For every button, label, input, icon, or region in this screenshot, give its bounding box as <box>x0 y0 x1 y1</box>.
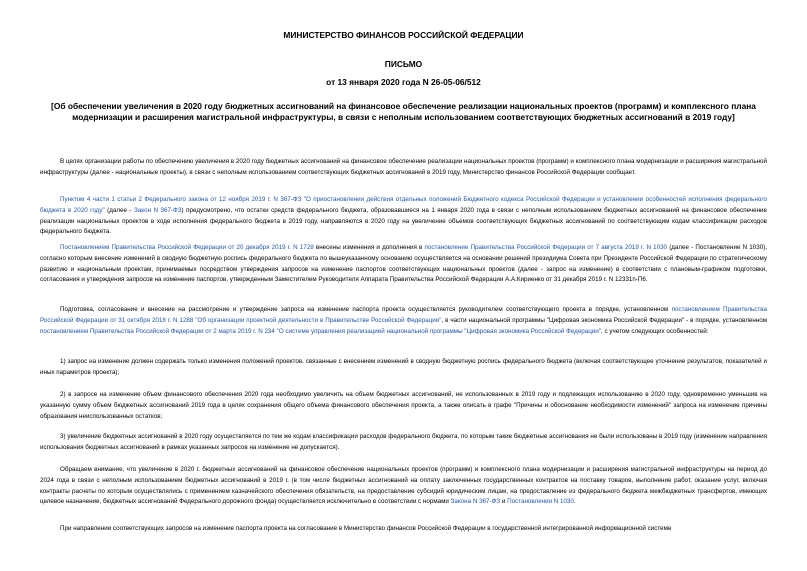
paragraph-law-367: Пунктом 4 части 1 статьи 2 Федерального закона от 12 ноября 2019 г. N 367-ФЗ "О приостановлении действия отдельных положений Бюджетного кодекса Российской Федерации и установлении особенностей исполнения федерального бюджета в 2020 году" (далее - Закон N 367-ФЗ) предусмотрено, что остатки средств федерального бюджета, образовавшиеся на 1 января 2020 года в связи с неполным использованием бюджетных ассигнований на финансовое обеспечение реализации национальных проектов в ходе исполнения федерального бюджета в 2019 году, направляются в 2020 году на увеличение объемов соответствующих бюджетных ассигнований по соответствующим кодам классификации расходов федерального бюджета. <box>40 196 768 236</box>
resolution-1288-link[interactable]: постановлением Правительства Российской Федерации от 31 октября 2018 г. N 1288 "Об организации проектной деятельности в Правительстве Российской Федерации" <box>40 306 767 324</box>
list-item-2: 2) в запросе на изменение объем финансового обеспечения 2020 года необходимо увеличить на объем бюджетных ассигнований, не использованных в 2019 году и подлежащих использованию в 2020 году, одновременно уменьшив на указанную сумму объем бюджетных ассигнований 2019 года в целях сохранения общего объема финансового обеспечения проекта, а также описать в графе "Причины и обоснование необходимости изменений" запроса на изменение причины образования неиспользованных остатков; <box>40 391 767 420</box>
ministry-heading: МИНИСТЕРСТВО ФИНАНСОВ РОССИЙСКОЙ ФЕДЕРАЦИИ <box>283 30 524 40</box>
paragraph-attention: Обращаем внимание, что увеличение в 2020 г. бюджетных ассигнований на финансовое обеспечение национальных проектов (программ) и комплексного плана модернизации и расширения магистральной инфраструктуры на период до 2024 года в связи с неполным использованием бюджетных ассигнований в 2019 г. (в том числе бюджетных ассигнований на оплату заключенных государственных контрактов на поставку товаров, выполнение работ, оказание услуг, включая контракты расчеты по которым осуществлялись с применением казначейского обеспечения обязательств, на предоставление субсидий юридическим лицам, на предоставление из федерального бюджета межбюджетных трансфертов, имеющих целевое назначение, бюджетных ассигнований Федерального дорожного фонда) осуществляется исключительно в соответствии с нормами Закона N 367-ФЗ и Постановления N 1030. <box>40 466 767 506</box>
resolution-1728-link[interactable]: Постановлением Правительства Российской Федерации от 20 декабря 2019 г. N 1728 <box>60 244 314 251</box>
document-date-number: от 13 января 2020 года N 26-05-06/512 <box>326 77 481 87</box>
law-367-ref-link[interactable]: Закона N 367-ФЗ <box>450 498 501 506</box>
paragraph-submission: При направлении соответствующих запросов на изменение паспорта проекта на согласование в Министерство финансов Российской Федерации в государственной интегрированной информационной системе <box>60 525 672 532</box>
law-367-article-link[interactable]: Пунктом 4 части 1 статьи 2 Федерального закона от 12 ноября 2019 г. N 367-ФЗ "О приостановлении действия отдельных положений Бюджетного кодекса Российской Федерации и установлении особенностей исполнения федерального бюджета в 2020 году" <box>40 196 767 214</box>
paragraph-preparation: Подготовка, согласование и внесение на рассмотрение и утверждение запроса на изменение паспорта проекта осуществляется руководителем соответствующего проекта в порядке, установленном постановлением Правительства Российской Федерации от 31 октября 2018 г. N 1288 "Об организации проектной деятельности в Правительстве Российской Федерации", в части национальной программы "Цифровая экономика Российской Федерации" - в порядке, установленном постановлением Правительства Российской Федерации от 2 марта 2019 г. N 234 "О системе управления реализацией национальной программы "Цифровая экономика Российской Федерации", с учетом следующих особенностей: <box>40 306 767 335</box>
list-item-3: 3) увеличение бюджетных ассигнований в 2020 году осуществляется по тем же кодам классификации расходов федерального бюджета, по которым такие бюджетные ассигнования не были использованы в 2019 году (изменение направления использования бюджетных ассигнований в рамках указанных запросов на изменение не допускается). <box>40 433 767 451</box>
paragraph-resolution-1728: Постановлением Правительства Российской Федерации от 20 декабря 2019 г. N 1728 внесены изменения и дополнения в постановление Правительства Российской Федерации от 7 августа 2019 г. N 1030 (далее - Постановление N 1030), согласно которым внесение изменений в сводную бюджетную роспись федерального бюджета по вышеуказанному основанию осуществляется на основании решений президиума Совета при Президенте Российской Федерации по стратегическому развитию и национальным проектам, принимаемых посредством утверждения запросов на изменение паспортов соответствующих национальных проектов (далее - запрос на изменение) в соответствии с плановым-графиком подготовки, согласования и утверждения запросов на изменение паспортов, утвержденным Заместителем Руководителя Аппарата Правительства Российской Федерации А.А.Кириенко от 31 декабря 2019 г. N 12331п-П6. <box>40 244 768 284</box>
list-item-1: 1) запрос на изменение должен содержать только изменения положений проектов, связанные с внесением изменений в сводную бюджетную роспись федерального бюджета (включая соответствующее уточнение результатов, показателей и иных параметров проекта); <box>40 358 767 376</box>
resolution-1030-ref-link[interactable]: Постановления N 1030 <box>507 498 574 506</box>
resolution-234-link[interactable]: постановлением Правительства Российской Федерации от 2 марта 2019 г. N 234 "О системе управления реализацией национальной программы "Цифровая экономика Российской Федерации" <box>40 327 602 335</box>
paragraph-intro: В целях организации работы по обеспечению увеличения в 2020 году бюджетных ассигнований на финансовое обеспечение реализации национальных проектов (программ) и комплексного плана модернизации и расширения магистральной инфраструктуры (далее - национальные проекты), в связи с неполным использованием соответствующих бюджетных ассигнований в 2019 году, Министерство финансов Российской Федерации сообщает. <box>40 158 767 176</box>
resolution-1030-link[interactable]: постановление Правительства Российской Федерации от 7 августа 2019 г. N 1030 <box>424 244 668 251</box>
law-367-short-link[interactable]: Закон N 367-ФЗ <box>134 206 182 214</box>
document-type: ПИСЬМО <box>384 59 423 69</box>
document-subject: [Об обеспечении увеличения в 2020 году бюджетных ассигнований на финансовое обеспечение реализации национальных проектов (программ) и комплексного плана модернизации и расширения магистральной инфраструктуры, в связи с неполным использованием соответствующих бюджетных ассигнований в 2019 году] <box>51 101 756 122</box>
